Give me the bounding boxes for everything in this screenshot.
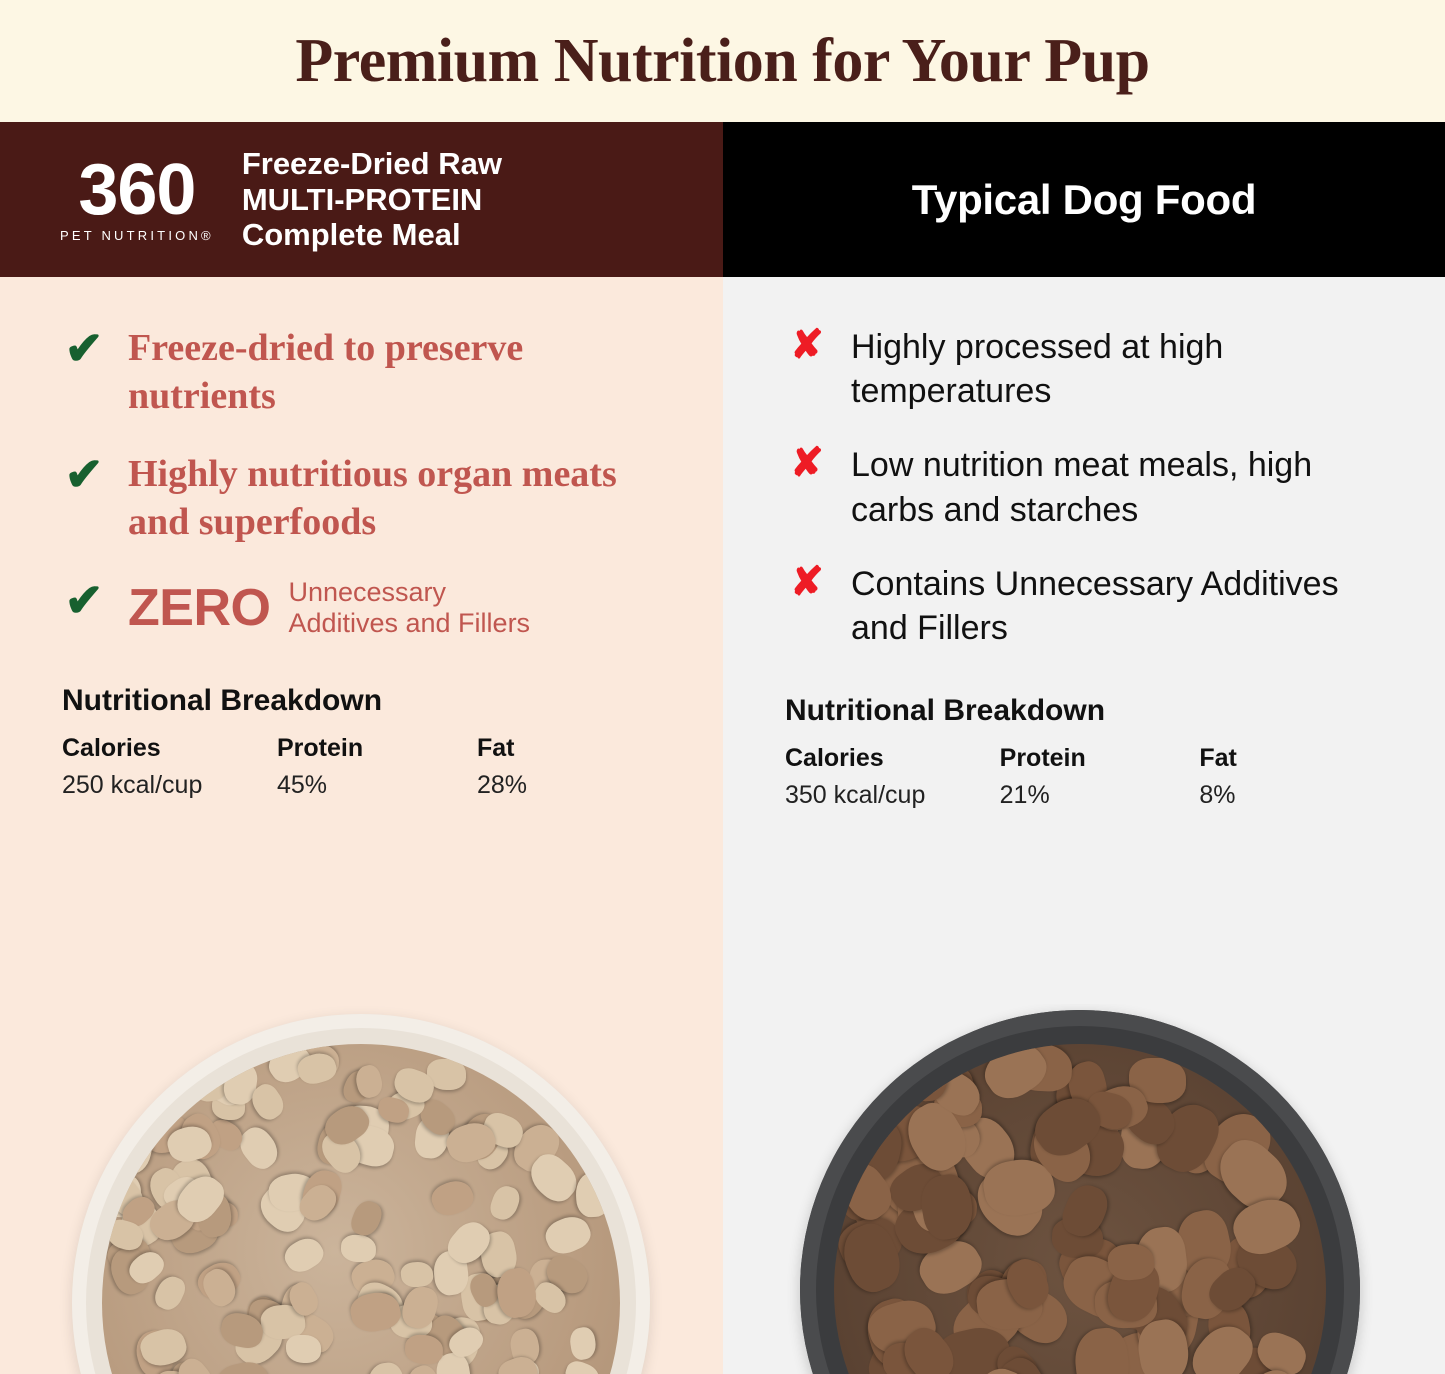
- nutrition-value: 8%: [1199, 781, 1236, 810]
- cross-icon: ✘: [790, 323, 824, 367]
- nutrition-table: [62, 734, 677, 800]
- left-nutrition-block: [0, 670, 723, 800]
- product-name: [242, 146, 502, 254]
- nutrition-header: Fat: [1199, 744, 1237, 773]
- benefit-text: Highly nutritious organ meats and superfoods: [128, 452, 617, 543]
- right-column-title: Typical Dog Food: [911, 175, 1257, 223]
- kibble-pieces: [834, 1044, 1326, 1374]
- nutrition-header: Calories: [62, 734, 161, 763]
- list-item: [62, 447, 677, 547]
- product-name-line-3: Complete Meal: [241, 217, 461, 253]
- nutrition-header: Protein: [277, 734, 364, 763]
- list-item: [785, 443, 1399, 531]
- nutrition-column-protein: [277, 734, 477, 800]
- page-title: Premium Nutrition for Your Pup: [295, 27, 1150, 95]
- benefits-list: [0, 277, 723, 640]
- left-column-header: [0, 122, 723, 277]
- list-item: [62, 322, 677, 421]
- bowl-images: [0, 1004, 1445, 1374]
- list-item: [785, 559, 1399, 650]
- check-icon: ✔: [64, 573, 104, 626]
- nutrition-column-calories: [785, 744, 1000, 810]
- brand-logo: [60, 149, 214, 244]
- zero-claim: [128, 577, 530, 641]
- list-item: [785, 325, 1399, 413]
- nutrition-title: Nutritional Breakdown: [785, 694, 1106, 728]
- nutrition-column-fat: [1199, 744, 1399, 810]
- zero-note-line-1: Unnecessary: [288, 576, 447, 607]
- nutrition-header: Fat: [477, 734, 515, 763]
- list-item-zero: [62, 573, 677, 641]
- benefit-text: Freeze-dried to preserve nutrients: [128, 327, 524, 417]
- nutrition-column-calories: [62, 734, 277, 800]
- nutrition-value: 28%: [477, 771, 528, 800]
- right-nutrition-block: [723, 680, 1445, 810]
- nutrition-value: 21%: [999, 781, 1050, 810]
- zero-note: [288, 577, 530, 641]
- nutrition-header: Calories: [785, 744, 884, 773]
- zero-word: ZERO: [128, 579, 271, 638]
- nutrition-column-fat: [477, 734, 677, 800]
- cross-icon: ✘: [790, 559, 824, 604]
- drawback-text: Low nutrition meat meals, high carbs and starches: [851, 446, 1313, 529]
- brand-number: 360: [78, 149, 196, 230]
- black-bowl-kibble-food: [800, 1010, 1360, 1374]
- white-bowl-freeze-dried-food: [72, 1014, 650, 1374]
- column-headers: [0, 122, 1445, 277]
- drawback-text: Contains Unnecessary Additives and Fillers: [851, 564, 1339, 647]
- nutrition-header: Protein: [999, 744, 1086, 773]
- headline-banner: [0, 0, 1445, 122]
- check-icon: ✔: [64, 322, 104, 374]
- product-name-line-1: Freeze-Dried Raw: [241, 145, 502, 181]
- right-column-header: [723, 122, 1445, 277]
- nutrition-value: 45%: [277, 771, 328, 800]
- nutrition-title: Nutritional Breakdown: [62, 684, 383, 718]
- nutrition-value: 250 kcal/cup: [62, 771, 203, 800]
- drawbacks-list: [723, 277, 1445, 650]
- brand-subtitle: PET NUTRITION®: [60, 228, 214, 244]
- nutrition-value: 350 kcal/cup: [785, 781, 926, 810]
- freeze-dried-pieces: [102, 1044, 620, 1374]
- product-name-line-2: MULTI-PROTEIN: [241, 181, 483, 217]
- nutrition-table: [785, 744, 1399, 810]
- check-icon: ✔: [64, 447, 104, 500]
- cross-icon: ✘: [790, 441, 824, 486]
- nutrition-column-protein: [1000, 744, 1200, 810]
- zero-note-line-2: Additives and Fillers: [288, 608, 531, 639]
- drawback-text: Highly processed at high temperatures: [851, 328, 1224, 411]
